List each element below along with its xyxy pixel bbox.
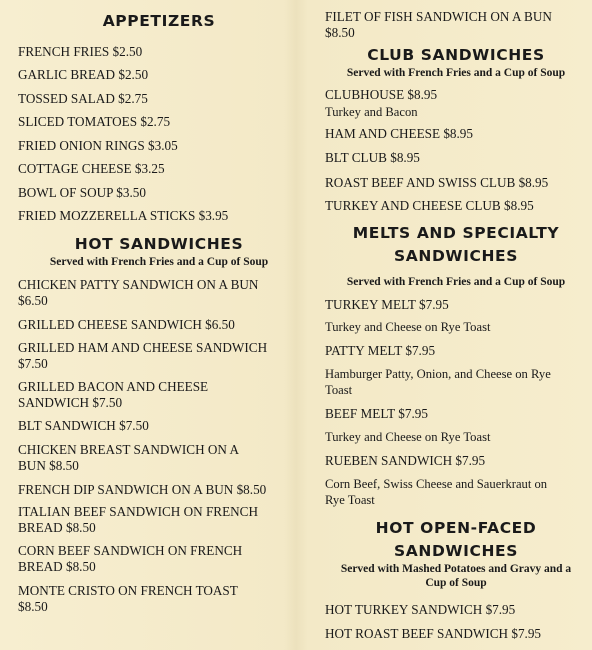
menu-item-description: Turkey and Bacon [325,105,418,119]
melts-heading-line2: SANDWICHES [394,247,518,265]
menu-item: COTTAGE CHEESE $3.25 [18,161,165,176]
menu-item-line: $6.50 [18,293,48,308]
menu-item: FRIED MOZZERELLA STICKS $3.95 [18,208,229,223]
menu-item [18,504,258,536]
menu-item-line: $8.50 [18,599,48,614]
menu-item-line: $8.50 [325,25,355,40]
menu-item-line: ITALIAN BEEF SANDWICH ON FRENCH [18,504,258,519]
menu-item [325,9,552,41]
menu-item: GRILLED CHEESE SANDWICH $6.50 [18,317,235,332]
menu-item: TURKEY MELT $7.95 [325,297,449,312]
menu-item: HOT ROAST BEEF SANDWICH $7.95 [325,626,542,641]
menu-item-line: MONTE CRISTO ON FRENCH TOAST [18,583,238,598]
menu-item: RUEBEN SANDWICH $7.95 [325,453,486,468]
menu-item-description: Turkey and Cheese on Rye Toast [325,430,491,444]
menu-item: GARLIC BREAD $2.50 [18,67,149,82]
description-line: Corn Beef, Swiss Cheese and Sauerkraut on [325,477,548,491]
menu-item [18,442,239,474]
menu-item-line: BREAD $8.50 [18,520,96,535]
menu-item: FRENCH FRIES $2.50 [18,44,143,59]
menu-item [18,277,258,309]
appetizers-heading: APPETIZERS [102,12,216,30]
menu-item-line: CHICKEN PATTY SANDWICH ON A BUN [18,277,259,292]
menu-item: FRENCH DIP SANDWICH ON A BUN $8.50 [18,482,267,497]
menu-item [18,379,208,411]
club-sandwiches-heading: CLUB SANDWICHES [367,46,545,64]
menu-item: PATTY MELT $7.95 [325,343,436,358]
menu-item-description [325,477,547,508]
hot-sandwiches-subtitle: Served with French Fries and a Cup of Soup [49,256,269,268]
melts-subtitle: Served with French Fries and a Cup of Soup [346,276,566,288]
menu-item-line: GRILLED HAM AND CHEESE SANDWICH [18,340,268,355]
menu-item-description [325,367,551,398]
menu-item-line: GRILLED BACON AND CHEESE [18,379,209,394]
menu-item [18,543,242,575]
description-line: Hamburger Patty, Onion, and Cheese on Rye [325,367,551,381]
hot-sandwiches-heading: HOT SANDWICHES [74,235,244,253]
open-faced-subtitle-line1: Served with Mashed Potatoes and Gravy and a [340,563,572,575]
menu-item: TURKEY AND CHEESE CLUB $8.95 [325,198,534,213]
menu-item-line: $7.50 [18,356,48,371]
menu-item: BLT CLUB $8.95 [325,150,420,165]
open-faced-heading-line1: HOT OPEN-FACED [375,519,537,537]
menu-item [18,583,238,615]
description-line: Toast [325,382,353,397]
menu-item: ROAST BEEF AND SWISS CLUB $8.95 [325,175,549,190]
menu-item-line: BREAD $8.50 [18,559,96,574]
menu-item-line: FILET OF FISH SANDWICH ON A BUN [325,9,552,24]
menu-item: BEEF MELT $7.95 [325,406,428,421]
menu-item [18,340,267,372]
menu-item: FRIED ONION RINGS $3.05 [18,138,178,153]
menu-item: HAM AND CHEESE $8.95 [325,126,473,141]
open-faced-subtitle-line2: Cup of Soup [425,577,487,589]
menu-item: SLICED TOMATOES $2.75 [18,114,171,129]
menu-item: TOSSED SALAD $2.75 [18,91,148,106]
menu-item-line: CORN BEEF SANDWICH ON FRENCH [18,543,243,558]
open-faced-heading-line2: SANDWICHES [394,542,518,560]
description-line: Rye Toast [325,492,375,507]
club-sandwiches-subtitle: Served with French Fries and a Cup of Soup [346,67,566,79]
menu-item-line: CHICKEN BREAST SANDWICH ON A [18,442,240,457]
menu-item-line: BUN $8.50 [18,458,79,473]
menu-item-line: SANDWICH $7.50 [18,395,123,410]
menu-item: BOWL OF SOUP $3.50 [18,185,146,200]
menu-item: HOT TURKEY SANDWICH $7.95 [325,602,516,617]
menu-item: CLUBHOUSE $8.95 [325,87,438,102]
menu-item-description: Turkey and Cheese on Rye Toast [325,320,491,334]
menu-item: BLT SANDWICH $7.50 [18,418,149,433]
melts-heading-line1: MELTS AND SPECIALTY [352,224,560,242]
